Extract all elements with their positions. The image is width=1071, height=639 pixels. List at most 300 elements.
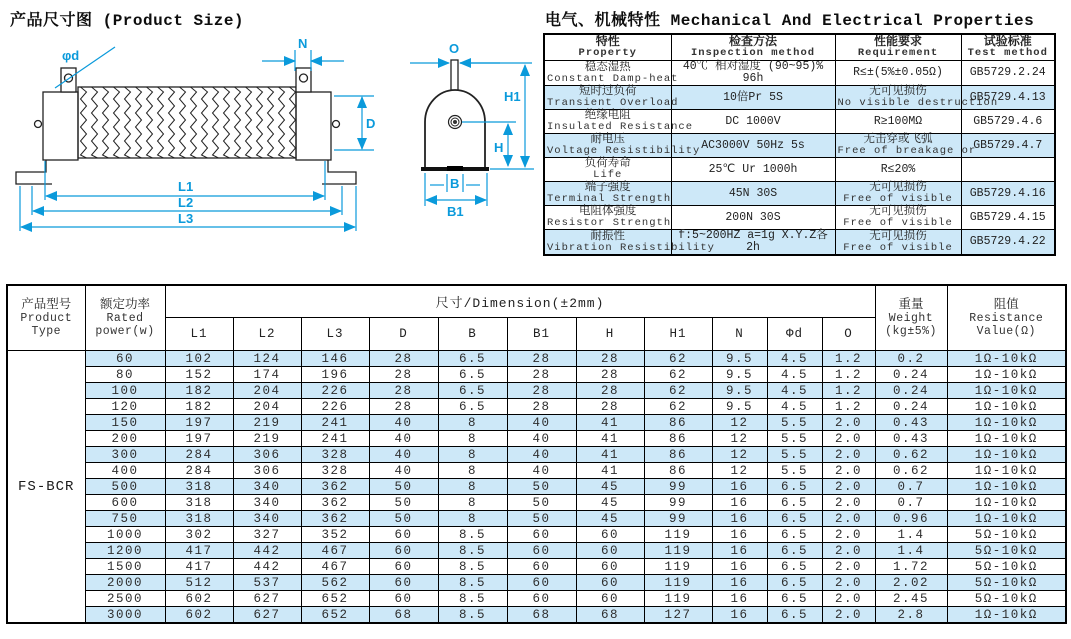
dim-cell: 50 <box>369 511 438 527</box>
weight-header-line: Weight <box>888 312 934 325</box>
standard-cell-line: GB5729.4.13 <box>969 90 1046 104</box>
power-cell: 1500 <box>85 559 165 575</box>
properties-row <box>544 86 1055 110</box>
left-end-cap <box>43 92 78 160</box>
dim-cell: 6.5 <box>767 575 822 591</box>
dim-cell: 28 <box>369 351 438 367</box>
standard-cell <box>961 158 1055 182</box>
dimension-col-header: H1 <box>644 318 712 351</box>
properties-row <box>544 230 1055 256</box>
dim-cell: 204 <box>233 383 301 399</box>
properties-row <box>544 110 1055 134</box>
dim-cell: 2.0 <box>822 543 875 559</box>
dim-cell: 16 <box>712 527 767 543</box>
dim-cell: 5.5 <box>767 415 822 431</box>
rated-power-header-line: 额定功率 <box>99 298 150 312</box>
dim-cell: 1.2 <box>822 399 875 415</box>
dim-cell: 28 <box>576 351 644 367</box>
requirement-cell-line: R≤20% <box>880 162 916 176</box>
dim-cell: 28 <box>507 351 576 367</box>
properties-row <box>544 182 1055 206</box>
dim-cell: 45 <box>576 495 644 511</box>
dim-cell: 204 <box>233 399 301 415</box>
dim-cell: 2.0 <box>822 463 875 479</box>
dim-cell: 16 <box>712 591 767 607</box>
dim-cell: 127 <box>644 607 712 624</box>
requirement-cell <box>835 110 961 134</box>
l3-label: L3 <box>178 211 194 226</box>
property-cell <box>544 206 671 230</box>
property-cell <box>544 158 671 182</box>
dim-cell: 16 <box>712 479 767 495</box>
weight-cell: 0.24 <box>875 383 947 399</box>
dim-cell: 1.2 <box>822 367 875 383</box>
dim-cell: 327 <box>233 527 301 543</box>
dim-cell: 467 <box>301 543 369 559</box>
dim-cell: 28 <box>576 367 644 383</box>
property-cell <box>544 133 701 158</box>
dimension-col-header: B1 <box>507 318 576 351</box>
dimension-table <box>6 284 1067 624</box>
dim-cell: 16 <box>712 559 767 575</box>
dim-cell: 318 <box>165 495 233 511</box>
dim-cell: 41 <box>576 447 644 463</box>
resistance-cell: 1Ω-10kΩ <box>947 479 1066 495</box>
dim-cell: 417 <box>165 543 233 559</box>
product-size-title: 产品尺寸图 (Product Size) <box>10 12 245 30</box>
dimension-row <box>7 511 1066 527</box>
dim-cell: 2.0 <box>822 479 875 495</box>
resistance-header-line: Value(Ω) <box>976 325 1036 338</box>
standard-cell <box>961 61 1055 86</box>
dimension-row <box>7 559 1066 575</box>
method-cell-line: 25℃ Ur 1000h <box>708 162 798 176</box>
left-foot-bracket <box>16 160 52 184</box>
dim-cell: 12 <box>712 415 767 431</box>
dim-cell: 306 <box>233 463 301 479</box>
rated-power-header-line: Rated <box>106 312 144 325</box>
product-type-header-line: 产品型号 <box>21 298 72 312</box>
dim-cell: 60 <box>576 543 644 559</box>
weight-cell: 2.8 <box>875 607 947 624</box>
dimension-col-header: L3 <box>301 318 369 351</box>
dim-cell: 86 <box>644 447 712 463</box>
dim-cell: 60 <box>576 575 644 591</box>
properties-header-line: Property <box>578 47 637 59</box>
dim-cell: 5.5 <box>767 463 822 479</box>
requirement-cell <box>835 133 977 158</box>
dim-cell: 68 <box>369 607 438 624</box>
dim-cell: 362 <box>301 495 369 511</box>
properties-header-line: Test method <box>967 47 1048 59</box>
dim-cell: 119 <box>644 575 712 591</box>
power-cell: 60 <box>85 351 165 367</box>
dim-cell: 6.5 <box>767 607 822 624</box>
dimension-row <box>7 591 1066 607</box>
dimension-col-header: B <box>438 318 507 351</box>
dim-cell: 62 <box>644 383 712 399</box>
properties-col-header <box>544 34 671 61</box>
power-cell: 1200 <box>85 543 165 559</box>
dim-cell: 60 <box>507 591 576 607</box>
dim-cell: 124 <box>233 351 301 367</box>
dim-cell: 68 <box>507 607 576 624</box>
dim-cell: 352 <box>301 527 369 543</box>
dimension-row <box>7 383 1066 399</box>
weight-header-line: (kg±5%) <box>885 325 937 338</box>
dim-cell: 602 <box>165 591 233 607</box>
dim-cell: 4.5 <box>767 351 822 367</box>
weight-cell: 0.24 <box>875 399 947 415</box>
dim-cell: 6.5 <box>767 495 822 511</box>
properties-title: 电气、机械特性 Mechanical And Electrical Properties <box>545 12 1035 30</box>
weight-cell: 1.4 <box>875 543 947 559</box>
dim-cell: 45 <box>576 511 644 527</box>
dim-cell: 241 <box>301 415 369 431</box>
properties-col-header <box>961 34 1055 61</box>
dim-cell: 6.5 <box>438 351 507 367</box>
property-cell-line: Resistor Strength <box>547 217 672 229</box>
property-cell-line: 端子强度 <box>584 181 631 194</box>
method-cell-line: f:5~200HZ a=1g X.Y.Z各2h <box>678 229 828 254</box>
resistance-cell: 1Ω-10kΩ <box>947 367 1066 383</box>
resistance-cell: 1Ω-10kΩ <box>947 511 1066 527</box>
dim-cell: 182 <box>165 399 233 415</box>
dim-cell: 4.5 <box>767 367 822 383</box>
dim-cell: 60 <box>507 559 576 575</box>
property-cell <box>544 229 715 256</box>
dim-cell: 146 <box>301 351 369 367</box>
properties-table-header <box>544 34 1055 61</box>
dim-cell: 4.5 <box>767 399 822 415</box>
properties-col-header <box>671 34 835 61</box>
dim-cell: 652 <box>301 607 369 624</box>
method-cell-line: DC 1000V <box>725 114 781 128</box>
dimension-row <box>7 495 1066 511</box>
d-label: D <box>366 116 376 131</box>
properties-row <box>544 206 1055 230</box>
dim-cell: 2.0 <box>822 495 875 511</box>
dim-cell: 6.5 <box>767 479 822 495</box>
requirement-cell <box>835 182 961 206</box>
h-label: H <box>494 140 504 155</box>
dimension-col-header: Φd <box>767 318 822 351</box>
dim-cell: 6.5 <box>767 559 822 575</box>
dim-cell: 6.5 <box>438 367 507 383</box>
requirement-cell-line: R≥100MΩ <box>873 114 923 128</box>
dimension-row <box>7 527 1066 543</box>
dim-cell: 2.0 <box>822 447 875 463</box>
dim-cell: 119 <box>644 591 712 607</box>
product-type-cell: FS-BCR <box>7 351 85 624</box>
resistance-cell: 5Ω-10kΩ <box>947 591 1066 607</box>
standard-cell <box>961 206 1055 230</box>
dim-cell: 40 <box>507 431 576 447</box>
property-cell-line: Insulated Resistance <box>547 121 694 133</box>
dim-cell: 28 <box>507 367 576 383</box>
requirement-cell-line: 无击穿或飞弧 <box>863 133 933 146</box>
dim-cell: 182 <box>165 383 233 399</box>
dim-cell: 16 <box>712 495 767 511</box>
dim-cell: 40 <box>369 431 438 447</box>
dim-cell: 8.5 <box>438 527 507 543</box>
method-cell-line: 45N 30S <box>728 186 778 200</box>
property-cell-line: 电阻体强度 <box>579 205 637 218</box>
dimension-row <box>7 463 1066 479</box>
product-type-header-line: Type <box>31 325 62 338</box>
dim-cell: 8 <box>438 431 507 447</box>
dim-cell: 40 <box>369 415 438 431</box>
dim-cell: 302 <box>165 527 233 543</box>
dim-cell: 340 <box>233 495 301 511</box>
resistance-cell: 5Ω-10kΩ <box>947 575 1066 591</box>
dim-cell: 28 <box>507 383 576 399</box>
dim-cell: 241 <box>301 431 369 447</box>
resistance-cell: 5Ω-10kΩ <box>947 527 1066 543</box>
requirement-cell-line: Free of breakage or <box>837 145 977 157</box>
dim-cell: 60 <box>369 559 438 575</box>
property-cell-line: 耐电压 <box>590 133 625 146</box>
weight-cell: 0.96 <box>875 511 947 527</box>
dim-cell: 8 <box>438 463 507 479</box>
dim-cell: 28 <box>576 399 644 415</box>
dimension-row <box>7 367 1066 383</box>
dim-cell: 60 <box>576 591 644 607</box>
requirement-cell-line: R≤±(5%±0.05Ω) <box>853 66 943 79</box>
dim-cell: 306 <box>233 447 301 463</box>
resistance-cell: 1Ω-10kΩ <box>947 495 1066 511</box>
dim-cell: 8 <box>438 511 507 527</box>
resistance-cell: 1Ω-10kΩ <box>947 447 1066 463</box>
weight-cell: 1.72 <box>875 559 947 575</box>
dim-cell: 1.2 <box>822 351 875 367</box>
dimension-row <box>7 479 1066 495</box>
dim-cell: 16 <box>712 607 767 624</box>
dim-cell: 9.5 <box>712 399 767 415</box>
dim-cell: 5.5 <box>767 431 822 447</box>
end-view-base-notch <box>447 166 463 171</box>
requirement-cell-line: Free of visible <box>843 217 953 229</box>
power-cell: 80 <box>85 367 165 383</box>
dim-cell: 41 <box>576 463 644 479</box>
dim-cell: 174 <box>233 367 301 383</box>
dim-cell: 28 <box>369 367 438 383</box>
method-cell-line: 10倍Pr 5S <box>723 90 783 104</box>
dim-cell: 50 <box>369 495 438 511</box>
property-cell-line: Life <box>593 169 623 181</box>
dim-cell: 2.0 <box>822 607 875 624</box>
dim-cell: 6.5 <box>767 527 822 543</box>
product-type-header <box>7 285 85 351</box>
dim-cell: 284 <box>165 463 233 479</box>
dim-cell: 60 <box>507 575 576 591</box>
dim-cell: 284 <box>165 447 233 463</box>
dim-cell: 12 <box>712 431 767 447</box>
properties-header-line: 性能要求 <box>873 35 922 49</box>
weight-cell: 0.62 <box>875 447 947 463</box>
power-cell: 600 <box>85 495 165 511</box>
dim-cell: 4.5 <box>767 383 822 399</box>
dim-cell: 102 <box>165 351 233 367</box>
right-lead <box>333 121 340 128</box>
dim-cell: 8 <box>438 447 507 463</box>
dim-cell: 16 <box>712 575 767 591</box>
dim-cell: 28 <box>369 399 438 415</box>
dim-cell: 2.0 <box>822 511 875 527</box>
dimension-col-header: N <box>712 318 767 351</box>
properties-col-header <box>835 34 961 61</box>
dim-cell: 86 <box>644 431 712 447</box>
dimension-col-header: L1 <box>165 318 233 351</box>
standard-cell-line: GB5729.2.24 <box>969 66 1046 79</box>
power-cell: 2500 <box>85 591 165 607</box>
b-label: B <box>450 176 460 191</box>
dim-cell: 62 <box>644 351 712 367</box>
requirement-cell-line: 无可见损伤 <box>869 229 927 243</box>
dim-cell: 28 <box>369 383 438 399</box>
power-cell: 400 <box>85 463 165 479</box>
dim-cell: 467 <box>301 559 369 575</box>
dimension-col-header: D <box>369 318 438 351</box>
weight-cell: 0.7 <box>875 495 947 511</box>
dim-cell: 9.5 <box>712 351 767 367</box>
o-label: O <box>449 41 460 56</box>
resistance-cell: 1Ω-10kΩ <box>947 415 1066 431</box>
rated-power-header <box>85 285 165 351</box>
l2-label: L2 <box>178 195 194 210</box>
top-terminal-shaft <box>451 60 458 92</box>
dimension-row <box>7 431 1066 447</box>
dim-cell: 362 <box>301 479 369 495</box>
method-cell <box>671 206 835 230</box>
right-terminal-tab <box>296 68 311 92</box>
dim-cell: 119 <box>644 527 712 543</box>
center-hole-inner <box>453 120 457 124</box>
resistance-cell: 5Ω-10kΩ <box>947 559 1066 575</box>
power-cell: 120 <box>85 399 165 415</box>
phi-d-label: φd <box>62 48 80 63</box>
dim-cell: 8.5 <box>438 591 507 607</box>
dim-cell: 442 <box>233 543 301 559</box>
dim-cell: 40 <box>507 415 576 431</box>
property-cell-line: 短时过负荷 <box>579 85 637 98</box>
dim-cell: 99 <box>644 511 712 527</box>
dimension-row <box>7 575 1066 591</box>
left-terminal-tab <box>61 68 76 92</box>
dim-cell: 40 <box>507 463 576 479</box>
dim-cell: 8.5 <box>438 543 507 559</box>
dim-cell: 2.0 <box>822 527 875 543</box>
dimension-col-header: H <box>576 318 644 351</box>
dim-cell: 442 <box>233 559 301 575</box>
dim-cell: 119 <box>644 559 712 575</box>
properties-table <box>543 33 1056 256</box>
dim-cell: 8.5 <box>438 559 507 575</box>
dim-cell: 68 <box>576 607 644 624</box>
end-view-shell <box>425 90 485 169</box>
dim-cell: 8 <box>438 415 507 431</box>
dim-cell: 2.0 <box>822 591 875 607</box>
weight-cell: 0.43 <box>875 415 947 431</box>
method-cell <box>671 158 835 182</box>
dim-cell: 197 <box>165 415 233 431</box>
dim-cell: 60 <box>576 527 644 543</box>
weight-cell: 1.4 <box>875 527 947 543</box>
property-cell-line: 绝缘电阻 <box>584 109 631 122</box>
b1-label: B1 <box>447 204 464 219</box>
weight-header <box>875 285 947 351</box>
properties-header-line: Inspection method <box>690 47 816 59</box>
properties-row <box>544 158 1055 182</box>
power-cell: 3000 <box>85 607 165 624</box>
requirement-cell-line: No visible destruction <box>837 97 999 109</box>
property-cell-line: Transient Overload <box>547 97 679 109</box>
method-cell <box>671 61 835 86</box>
requirement-cell <box>835 206 961 230</box>
dim-cell: 41 <box>576 431 644 447</box>
standard-cell-line: GB5729.4.6 <box>973 114 1043 128</box>
property-cell-line: 稳态湿热 <box>584 60 631 74</box>
resistance-header-line: Resistance <box>969 312 1044 325</box>
dim-cell: 340 <box>233 479 301 495</box>
dim-cell: 2.0 <box>822 415 875 431</box>
dim-cell: 5.5 <box>767 447 822 463</box>
dim-cell: 318 <box>165 511 233 527</box>
dim-cell: 328 <box>301 447 369 463</box>
resistance-cell: 1Ω-10kΩ <box>947 607 1066 624</box>
dim-cell: 40 <box>507 447 576 463</box>
properties-header-line: Requirement <box>857 47 939 59</box>
dim-cell: 318 <box>165 479 233 495</box>
requirement-cell <box>835 61 961 86</box>
resistance-cell: 1Ω-10kΩ <box>947 383 1066 399</box>
standard-cell-line: GB5729.4.15 <box>969 210 1046 224</box>
dim-cell: 9.5 <box>712 383 767 399</box>
method-cell-line: AC3000V 50Hz 5s <box>701 138 805 152</box>
dim-cell: 60 <box>507 527 576 543</box>
dim-cell: 60 <box>576 559 644 575</box>
property-cell-line: Vibration Resistibility <box>547 241 715 254</box>
weight-cell: 2.45 <box>875 591 947 607</box>
standard-cell <box>961 182 1055 206</box>
dim-cell: 16 <box>712 543 767 559</box>
dim-cell: 62 <box>644 399 712 415</box>
dim-cell: 6.5 <box>438 383 507 399</box>
requirement-cell-line: Free of visible <box>843 193 953 205</box>
dim-cell: 362 <box>301 511 369 527</box>
dim-cell: 6.5 <box>767 591 822 607</box>
dimension-span-header: 尺寸/Dimension(±2mm) <box>165 285 875 318</box>
dimension-row <box>7 543 1066 559</box>
dimension-table-header <box>7 285 1066 351</box>
dimension-table-body <box>7 351 1066 624</box>
requirement-cell-line: 无可见损伤 <box>869 85 927 98</box>
method-cell <box>671 110 835 134</box>
standard-cell-line: GB5729.4.16 <box>969 186 1046 200</box>
dimension-col-header: O <box>822 318 875 351</box>
weight-header-line: 重量 <box>898 298 924 312</box>
winding-body <box>78 87 296 158</box>
right-foot-bracket <box>322 160 356 184</box>
standard-cell <box>961 110 1055 134</box>
power-cell: 100 <box>85 383 165 399</box>
property-cell-line: Constant Damp-heat <box>547 72 679 85</box>
dim-cell: 2.0 <box>822 431 875 447</box>
product-size-diagram <box>0 0 540 280</box>
dim-cell: 16 <box>712 511 767 527</box>
n-label: N <box>298 36 308 51</box>
standard-cell <box>961 230 1055 256</box>
